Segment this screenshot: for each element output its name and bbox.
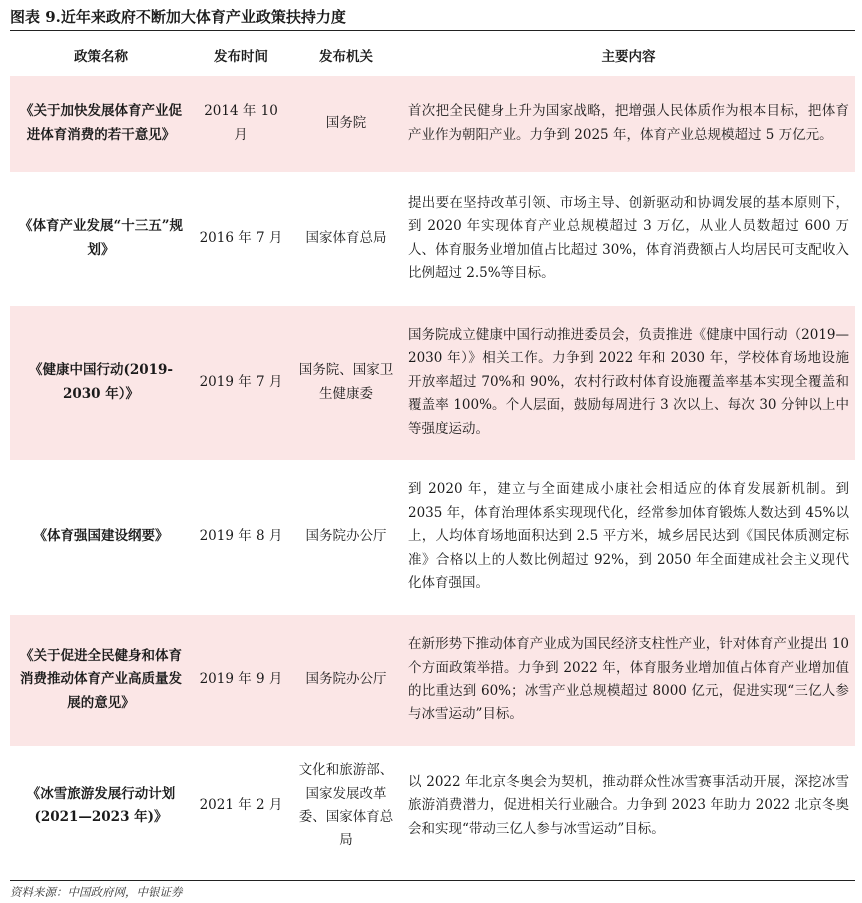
policy-name: 《体育强国建设纲要》 [10, 460, 192, 614]
header-main-content: 主要内容 [601, 49, 656, 65]
release-date: 2019 年 8 月 [192, 460, 290, 614]
main-content: 在新形势下推动体育产业成为国民经济支柱性产业，针对体育产业提出 10 个方面政策举措。力争到 2022 年，体育服务业增加值占体育产业增加值的比重达到 60%；冰雪产业总规模超过 8000 亿元，促进实现“三亿人参与冰雪运动”目标。 [402, 614, 855, 746]
table-row [10, 305, 855, 460]
policy-name: 《冰雪旅游发展行动计划(2021—2023 年)》 [10, 746, 192, 866]
main-content: 首次把全民健身上升为国家战略，把增强人民体质作为根本目标，把体育产业作为朝阳产业。力争到 2025 年，体育产业总规模超过 5 万亿元。 [402, 76, 855, 172]
issuing-authority: 国务院办公厅 [290, 460, 402, 614]
header-issuing-authority: 发布机关 [319, 49, 373, 65]
issuing-authority: 文化和旅游部、国家发展改革委、国家体育总局 [290, 746, 402, 866]
release-date: 2021 年 2 月 [192, 746, 290, 866]
footer-divider [10, 880, 855, 881]
policy-name: 《健康中国行动(2019-2030 年）》 [10, 305, 192, 460]
release-date: 2019 年 7 月 [192, 305, 290, 460]
table-header-row [10, 34, 855, 76]
table-row [10, 76, 855, 172]
source-note: 资料来源：中国政府网，中银证券 [10, 885, 183, 899]
main-content: 提出要在坚持改革引领、市场主导、创新驱动和协调发展的基本原则下，到 2020 年实现体育产业总规模超过 3 万亿，从业人员数超过 600 万人、体育服务业增加值占比超过 30%，体育消费额占人均居民可支配收入比例超过 2.5%等目标。 [402, 172, 855, 305]
policy-name: 《关于促进全民健身和体育消费推动体育产业高质量发展的意见》 [10, 614, 192, 746]
table-row [10, 614, 855, 746]
main-content: 国务院成立健康中国行动推进委员会，负责推进《健康中国行动（2019—2030 年）》相关工作。力争到 2022 年和 2030 年，学校体育场地设施开放率超过 70%和 90%，农村行政村体育设施覆盖率基本实现全覆盖和覆盖率 100%。个人层面，鼓励每周进行 3 次以上、每次 30 分钟以上中等强度运动。 [402, 305, 855, 460]
issuing-authority: 国家体育总局 [290, 172, 402, 305]
table-row [10, 172, 855, 305]
policy-table [10, 34, 855, 867]
header-policy-name: 政策名称 [74, 49, 128, 65]
release-date: 2019 年 9 月 [192, 614, 290, 746]
release-date: 2016 年 7 月 [192, 172, 290, 305]
header-release-date: 发布时间 [214, 49, 268, 65]
issuing-authority: 国务院 [290, 76, 402, 172]
policy-name: 《体育产业发展“十三五”规划》 [10, 172, 192, 305]
issuing-authority: 国务院办公厅 [290, 614, 402, 746]
release-date: 2014 年 10 月 [192, 76, 290, 172]
table-row [10, 460, 855, 614]
figure-title: 图表 9.近年来政府不断加大体育产业政策扶持力度 [10, 4, 855, 31]
issuing-authority: 国务院、国家卫生健康委 [290, 305, 402, 460]
main-content: 到 2020 年，建立与全面建成小康社会相适应的体育发展新机制。到 2035 年，体育治理体系实现现代化，经常参加体育锻炼人数达到 45%以上，人均体育场地面积达到 2.5 平方米，城乡居民达到《国民体质测定标准》合格以上的人数比例超过 92%，到 2050 年全面建成社会主义现代化体育强国。 [402, 460, 855, 614]
main-content: 以 2022 年北京冬奥会为契机，推动群众性冰雪赛事活动开展，深挖冰雪旅游消费潜力，促进相关行业融合。力争到 2023 年助力 2022 北京冬奥会和实现“带动三亿人参与冰雪运动”目标。 [402, 746, 855, 866]
policy-name: 《关于加快发展体育产业促进体育消费的若干意见》 [10, 76, 192, 172]
table-row [10, 746, 855, 866]
